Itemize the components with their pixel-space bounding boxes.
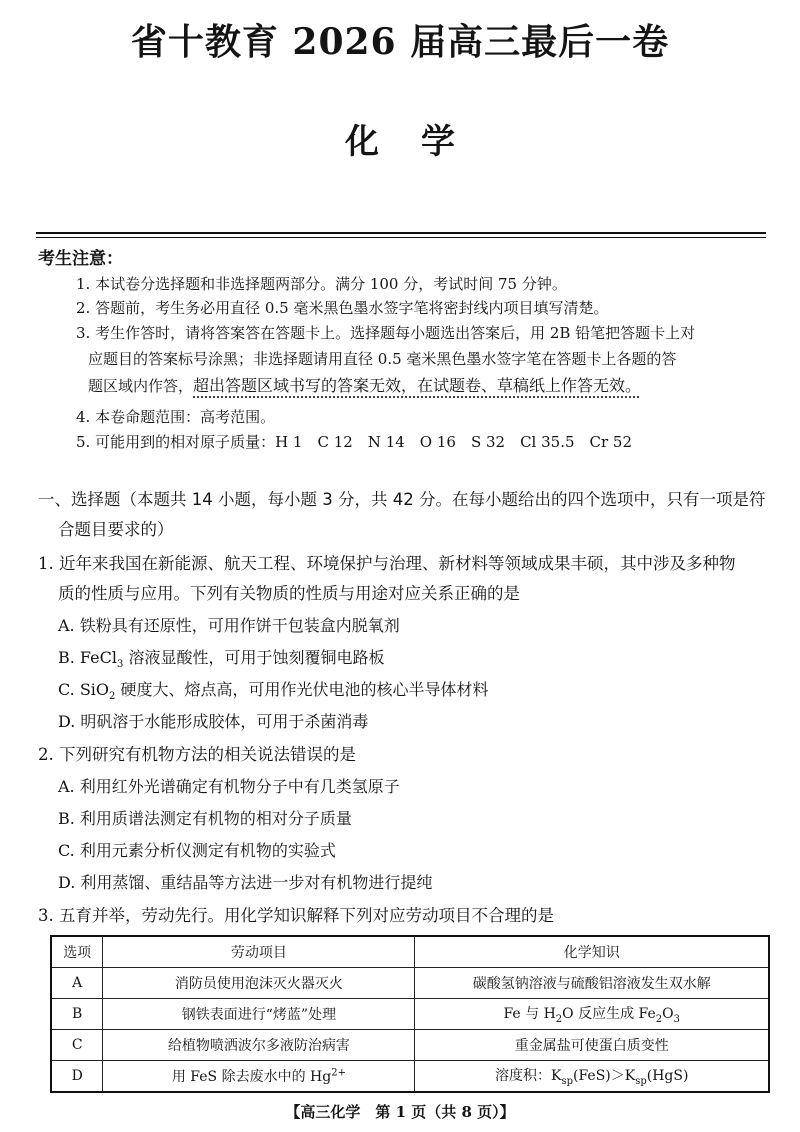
notice-item-4: 4. 本卷命题范围：高考范围。 [76, 408, 276, 426]
knowledge-subscript: sp [635, 1075, 647, 1087]
knowledge-subscript: 2 [555, 1013, 563, 1025]
knowledge-text: (HgS) [646, 1068, 689, 1085]
table-cell-knowledge: 碳酸氢钠溶液与硫酸铝溶液发生双水解 [415, 968, 769, 999]
question-1-stem-line1: 1. 近年来我国在新能源、航天工程、环境保护与治理、新材料等领域成果丰硕，其中涉及多种物 [38, 554, 736, 573]
table-cell-task: 消防员使用泡沫灭火器灭火 [103, 968, 415, 999]
table-cell-option: B [51, 999, 103, 1030]
question-2-option-d: D. 利用蒸馏、重结晶等方法进一步对有机物进行提纯 [58, 873, 433, 892]
table-header-task: 劳动项目 [103, 936, 415, 968]
notice-item-2: 2. 答题前，考生务必用直径 0.5 毫米黑色墨水签字笔将密封线内项目填写清楚。 [76, 299, 609, 317]
table-row [51, 999, 769, 1030]
divider-thin [36, 237, 766, 238]
question-1-stem-line2: 质的性质与应用。下列有关物质的性质与用途对应关系正确的是 [58, 584, 520, 603]
table-row [51, 1061, 769, 1093]
exam-title: 省十教育 2026 届高三最后一卷 [130, 21, 670, 63]
knowledge-text: (FeS)＞K [573, 1068, 636, 1085]
question-1-option-b [58, 645, 384, 670]
table-row [51, 1030, 769, 1061]
table-header-knowledge: 化学知识 [415, 936, 769, 968]
notice-item-3-line3 [88, 373, 778, 396]
question-2-option-b: B. 利用质谱法测定有机物的相对分子质量 [58, 809, 352, 828]
option-c-text: 硬度大、熔点高，可用作光伏电池的核心半导体材料 [115, 680, 489, 699]
section-heading-line2: 合题目要求的） [58, 520, 174, 539]
notice-item-5: 5. 可能用到的相对原子质量：H 1 C 12 N 14 O 16 S 32 Cl 35.5 Cr 52 [76, 433, 633, 451]
question-3-stem: 3. 五育并举，劳动先行。用化学知识解释下列对应劳动项目不合理的是 [38, 906, 554, 925]
knowledge-subscript: 2 [655, 1013, 663, 1025]
task-text: 用 FeS 除去废水中的 Hg [171, 1069, 332, 1085]
question-2-option-c: C. 利用元素分析仪测定有机物的实验式 [58, 841, 336, 860]
option-c-formula: C. SiO [58, 680, 110, 699]
notice-item-3-plain: 题区域内作答， [88, 377, 194, 395]
knowledge-subscript: sp [561, 1075, 573, 1087]
question-1-option-d: D. 明矾溶于水能形成胶体，可用于杀菌消毒 [58, 712, 369, 731]
exam-subject: 化学 [345, 122, 497, 162]
notice-item-3-line2: 应题目的答案标号涂黑；非选择题请用直径 0.5 毫米黑色墨水签字笔在答题卡上各题的答 [88, 350, 677, 368]
knowledge-text: 溶度积：K [494, 1068, 562, 1085]
section-heading-line1: 一、选择题（本题共 14 小题，每小题 3 分，共 42 分。在每小题给出的四个选项中，只有一项是符 [38, 490, 766, 509]
option-b-formula: B. FeCl [58, 648, 117, 667]
table-cell-knowledge: 重金属盐可使蛋白质变性 [415, 1030, 769, 1061]
page-footer: 【高三化学 第 1 页（共 8 页）】 [285, 1103, 515, 1121]
table-row [51, 968, 769, 999]
knowledge-text: O [662, 1006, 674, 1023]
table-cell-option: D [51, 1061, 103, 1093]
notice-heading: 考生注意： [38, 249, 123, 269]
option-c-subscript: 2 [109, 691, 116, 703]
question-3-table [50, 935, 770, 1093]
notice-item-1: 1. 本试卷分选择题和非选择题两部分。满分 100 分，考试时间 75 分钟。 [76, 275, 567, 293]
option-b-subscript: 3 [116, 659, 124, 671]
option-b-text: 溶液显酸性，可用于蚀刻覆铜电路板 [123, 648, 385, 667]
notice-item-3: 3. 考生作答时，请将答案答在答题卡上。选择题每小题选出答案后，用 2B 铅笔把答题卡上对 [76, 324, 696, 342]
knowledge-subscript: 3 [673, 1013, 681, 1025]
question-1-option-a: A. 铁粉具有还原性，可用作饼干包装盒内脱氧剂 [58, 616, 400, 635]
table-cell-task: 给植物喷洒波尔多液防治病害 [103, 1030, 415, 1061]
table-cell-task: 钢铁表面进行“烤蓝”处理 [103, 999, 415, 1030]
table-cell-task [103, 1061, 415, 1093]
table-header-option: 选项 [51, 936, 103, 968]
table-cell-option: C [51, 1030, 103, 1061]
task-superscript: 2+ [331, 1067, 346, 1079]
knowledge-text: Fe 与 H [503, 1006, 556, 1023]
table-header-row [51, 936, 769, 968]
table-cell-knowledge [415, 1061, 769, 1093]
notice-item-3-emphasis: 超出答题区域书写的答案无效，在试题卷、草稿纸上作答无效。 [193, 376, 642, 395]
table-cell-knowledge [415, 999, 769, 1030]
question-1-option-c [58, 677, 489, 702]
table-cell-option: A [51, 968, 103, 999]
question-2-option-a: A. 利用红外光谱确定有机物分子中有几类氢原子 [58, 777, 400, 796]
question-2-stem: 2. 下列研究有机物方法的相关说法错误的是 [38, 745, 356, 764]
knowledge-text: O 反应生成 Fe [562, 1006, 656, 1023]
divider-thick [36, 232, 766, 234]
